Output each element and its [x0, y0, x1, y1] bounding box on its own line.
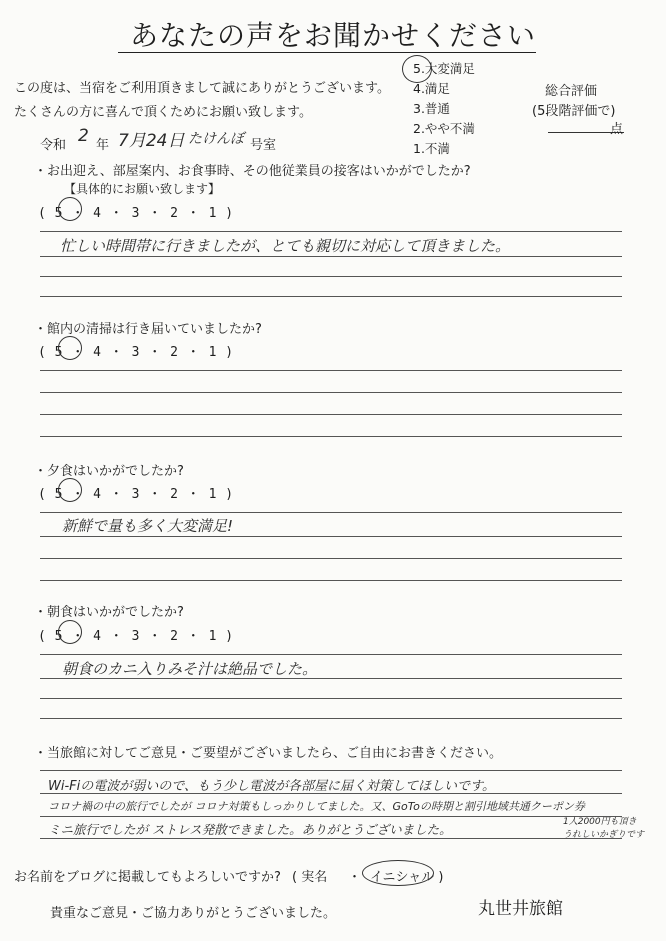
- stay-year: 2: [78, 126, 89, 146]
- section-1-line-4: [40, 296, 622, 297]
- section-2-line-2: [40, 392, 622, 393]
- section-3-line-4: [40, 580, 622, 581]
- section-3-question: ・夕食はいかがでしたか?: [34, 464, 184, 479]
- stay-room-label: 号室: [250, 138, 277, 153]
- section-1-note: 【具体的にお願い致します】: [64, 182, 221, 196]
- section-4-line-4: [40, 718, 622, 719]
- section-1-rating: ( 5 ・ 4 ・ 3 ・ 2 ・ 1 ): [38, 206, 234, 221]
- section-4-answer: 朝食のカニ入りみそ汁は絶品でした。: [62, 660, 318, 678]
- blog-option-initial: イニシャル ): [370, 870, 444, 885]
- scale-item-5: 5.大変満足: [413, 61, 475, 76]
- scale-item-2: 2.やや不満: [413, 121, 475, 136]
- comments-side-note-2: うれしいかぎりです: [563, 830, 645, 840]
- overall-unit: 点: [610, 122, 624, 137]
- section-3-answer: 新鮮で量も多く大変満足!: [62, 517, 234, 535]
- section-4-selected-circle: [58, 620, 82, 644]
- overall-label: 総合評価: [545, 84, 598, 99]
- scale-item-1: 1.不満: [413, 141, 450, 156]
- footer-thanks: 貴重なご意見・ご協力ありがとうございました。: [50, 906, 337, 921]
- section-2-line-1: [40, 370, 622, 371]
- stay-room: たけんぼ: [188, 131, 244, 147]
- stay-era: 令和: [40, 138, 67, 153]
- scale-item-4: 4.満足: [413, 81, 450, 96]
- comments-question: ・当旅館に対してご意見・ご要望がございましたら、ご自由にお書きください。: [34, 746, 503, 761]
- section-2-line-4: [40, 436, 622, 437]
- section-3-rating: ( 5 ・ 4 ・ 3 ・ 2 ・ 1 ): [38, 487, 234, 502]
- scale-selection-circle: [402, 55, 432, 83]
- scale-item-3: 3.普通: [413, 101, 450, 116]
- section-1-answer: 忙しい時間帯に行きましたが、とても親切に対応して頂きました。: [60, 237, 511, 255]
- section-2-rating: ( 5 ・ 4 ・ 3 ・ 2 ・ 1 ): [38, 345, 234, 360]
- stay-year-label: 年: [96, 138, 110, 153]
- comments-line-1: [40, 770, 622, 771]
- comments-answer-3: ミニ旅行でしたが ストレス発散できました。ありがとうございました。: [48, 822, 452, 837]
- section-3-line-3: [40, 558, 622, 559]
- comments-line-2: [40, 793, 622, 794]
- intro-line-2: たくさんの方に喜んで頂くためにお願い致します。: [14, 105, 312, 120]
- page-title: あなたの声をお聞かせください: [129, 19, 536, 52]
- section-2-line-3: [40, 414, 622, 415]
- section-1-line-2: [40, 256, 622, 257]
- section-3-line-2: [40, 536, 622, 537]
- section-4-line-1: [40, 654, 622, 655]
- overall-sub: (5段階評価で): [532, 104, 616, 119]
- section-4-line-3: [40, 698, 622, 699]
- intro-line-1: この度は、当宿をご利用頂きまして誠にありがとうございます。: [14, 81, 390, 96]
- section-1-question: ・お出迎え、部屋案内、お食事時、その他従業員の接客はいかがでしたか?: [34, 164, 471, 179]
- inn-name: 丸世井旅館: [478, 899, 563, 919]
- section-2-question: ・館内の清掃は行き届いていましたか?: [34, 322, 262, 337]
- comments-answer-1: Wi-Fiの電波が弱いので、もう少し電波が各部屋に届く対策してほしいです。: [48, 779, 495, 794]
- section-3-selected-circle: [58, 478, 82, 502]
- section-1-line-3: [40, 276, 622, 277]
- section-2-selected-circle: [58, 336, 82, 360]
- section-4-question: ・朝食はいかがでしたか?: [34, 605, 184, 620]
- blog-question: お名前をブログに掲載してもよろしいですか?: [14, 870, 281, 885]
- section-4-line-2: [40, 678, 622, 679]
- comments-answer-2: コロナ禍の中の旅行でしたが コロナ対策もしっかりしてました。又、GoToの時期と割引地域共通クーポン券: [48, 800, 585, 813]
- blog-option-real: ( 実名: [292, 870, 328, 885]
- comments-line-3: [40, 816, 622, 817]
- stay-date: 7月24日: [118, 131, 185, 151]
- section-4-rating: ( 5 ・ 4 ・ 3 ・ 2 ・ 1 ): [38, 629, 234, 644]
- section-3-line-1: [40, 512, 622, 513]
- title-underline: [118, 52, 536, 53]
- comments-side-note-1: 1人2000円も頂き: [563, 817, 637, 827]
- blog-selected-circle: [362, 860, 434, 886]
- blog-separator: ・: [348, 870, 362, 885]
- comments-line-4: [40, 838, 622, 839]
- section-1-selected-circle: [58, 197, 82, 221]
- section-1-line-1: [40, 231, 622, 232]
